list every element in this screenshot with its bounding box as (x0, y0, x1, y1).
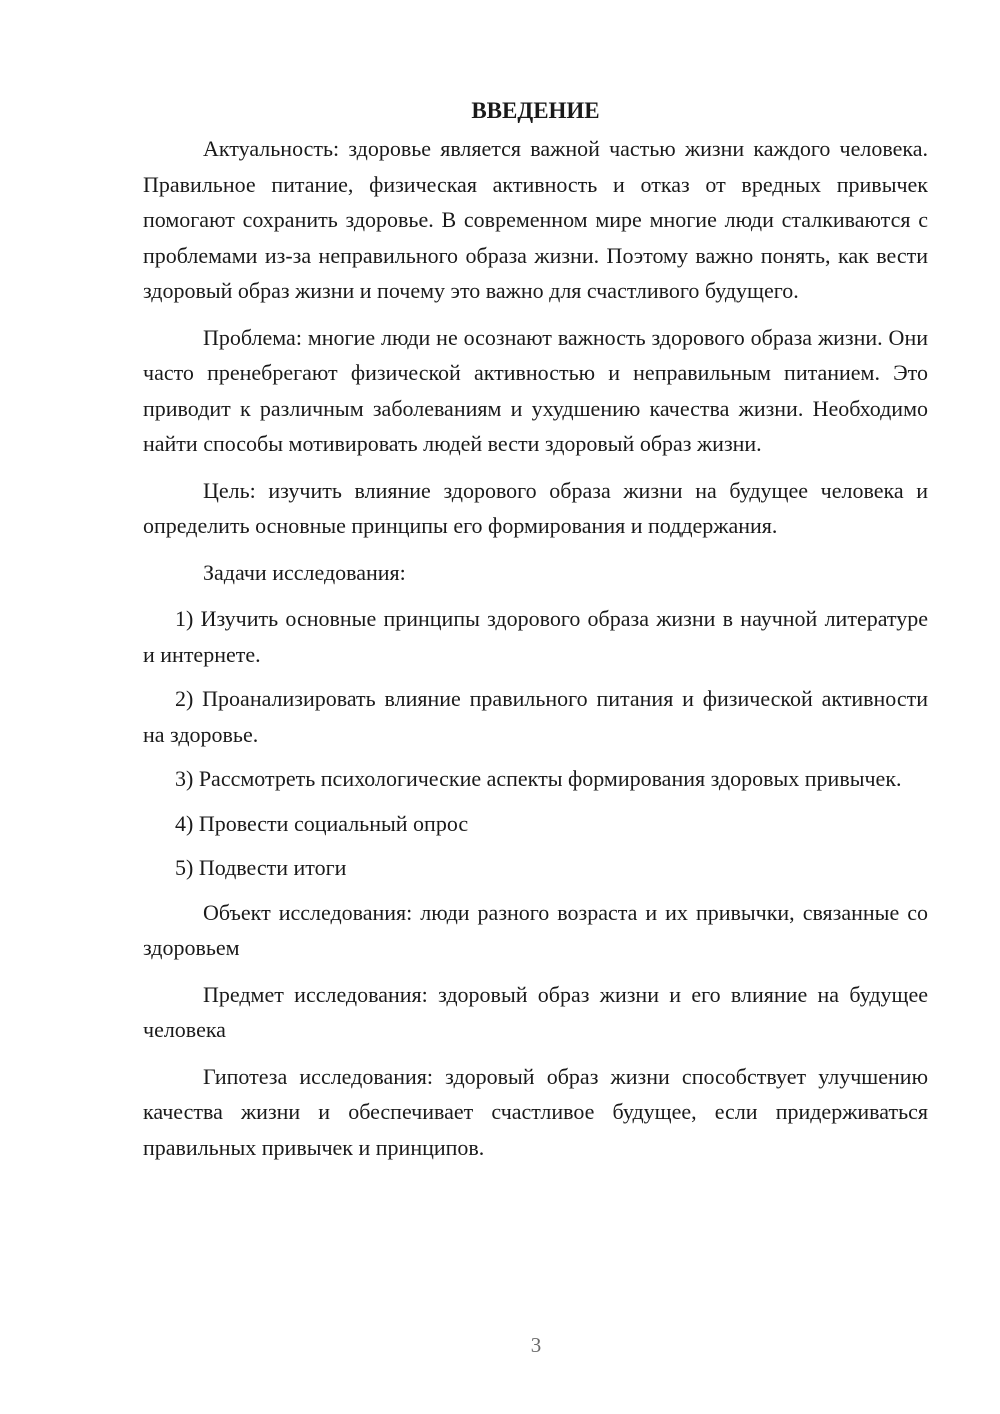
task-item: 2) Проанализировать влияние правильного питания и физической активности на здоровье. (143, 686, 928, 747)
task-item: 5) Подвести итоги (175, 855, 347, 880)
hypothesis-paragraph: Гипотеза исследования: здоровый образ жизни способствует улучшению качества жизни и обеспечивает счастливое будущее, если придерживаться правильных привычек и принципов. (143, 1063, 928, 1160)
goal-paragraph: Цель: изучить влияние здорового образа жизни на будущее человека и определить основные принципы его формирования и поддержания. (143, 477, 928, 538)
page-number: 3 (530, 1333, 542, 1357)
task-item: 1) Изучить основные принципы здорового образа жизни в научной литературе и интернете. (143, 606, 928, 667)
tasks-heading: Задачи исследования: (203, 559, 406, 585)
task-item: 3) Рассмотреть психологические аспекты формирования здоровых привычек. (175, 766, 902, 791)
subject-paragraph: Предмет исследования: здоровый образ жизни и его влияние на будущее человека (143, 981, 928, 1042)
page-content (143, 96, 928, 1176)
object-paragraph: Объект исследования: люди разного возраста и их привычки, связанные со здоровьем (143, 899, 928, 960)
section-title: ВВЕДЕНИЕ (471, 98, 600, 123)
task-item: 4) Провести социальный опрос (175, 810, 469, 836)
problem-paragraph: Проблема: многие люди не осознают важность здорового образа жизни. Они часто пренебрегают физической активностью и неправильным питанием. Это приводит к различным заболеваниям и ухудшению качества жизни. Необходимо найти способы мотивировать людей вести здоровый образ жизни. (143, 324, 928, 456)
relevance-paragraph: Актуальность: здоровье является важной частью жизни каждого человека. Правильное питание, физическая активность и отказ от вредных привычек помогают сохранить здоровье. В современном мире многие люди сталкиваются с проблемами из-за неправильного образа жизни. Поэтому важно понять, как вести здоровый образ жизни и почему это важно для счастливого будущего. (143, 136, 928, 303)
